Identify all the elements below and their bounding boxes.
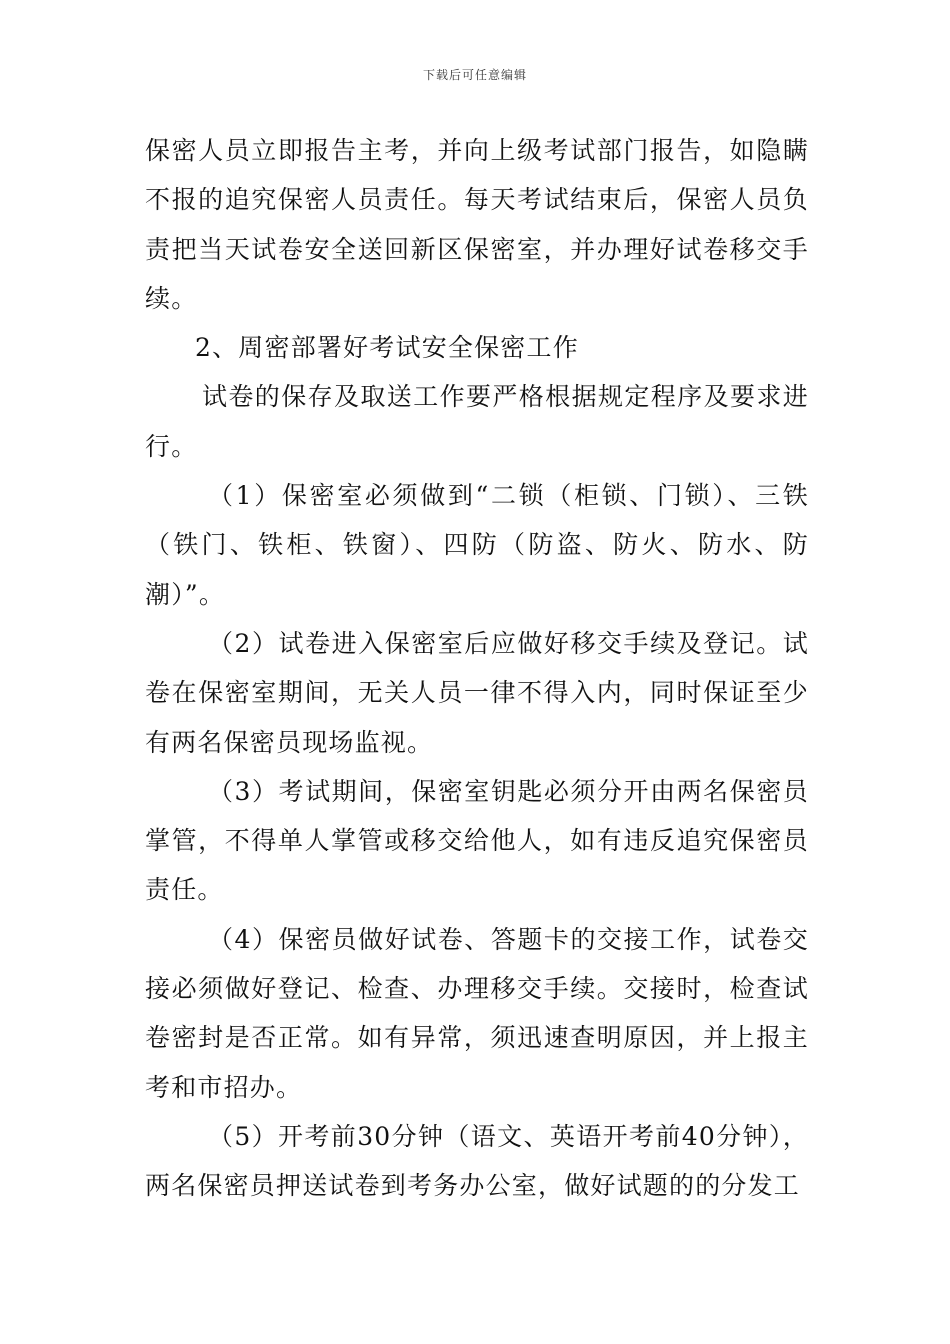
paragraph-intro: 试卷的保存及取送工作要严格根据规定程序及要求进行。 xyxy=(145,382,809,461)
document-body xyxy=(145,126,809,1211)
list-item-5: （5）开考前30分钟（语文、英语开考前40分钟），两名保密员押送试卷到考务办公室，做好试题的的分发工 xyxy=(145,1121,809,1201)
list-item-4: （4）保密员做好试卷、答题卡的交接工作，试卷交接必须做好登记、检查、办理移交手续。交接时，检查试卷密封是否正常。如有异常，须迅速查明原因，并上报主考和市招办。 xyxy=(145,924,809,1102)
list-item-3: （3）考试期间，保密室钥匙必须分开由两名保密员掌管，不得单人掌管或移交给他人，如有违反追究保密员责任。 xyxy=(145,776,809,905)
list-item-2: （2）试卷进入保密室后应做好移交手续及登记。试卷在保密室期间，无关人员一律不得入内，同时保证至少有两名保密员现场监视。 xyxy=(145,628,809,757)
paragraph-continuation: 保密人员立即报告主考，并向上级考试部门报告，如隐瞒不报的追究保密人员责任。每天考试结束后，保密人员负责把当天试卷安全送回新区保密室，并办理好试卷移交手续。 xyxy=(145,136,809,313)
section-heading: 2、周密部署好考试安全保密工作 xyxy=(195,333,579,363)
header-note: 下载后可任意编辑 xyxy=(422,68,527,82)
list-item-1: （1）保密室必须做到“二锁（柜锁、门锁）、三铁（铁门、铁柜、铁窗）、四防（防盗、防火、防水、防潮）”。 xyxy=(145,481,809,609)
